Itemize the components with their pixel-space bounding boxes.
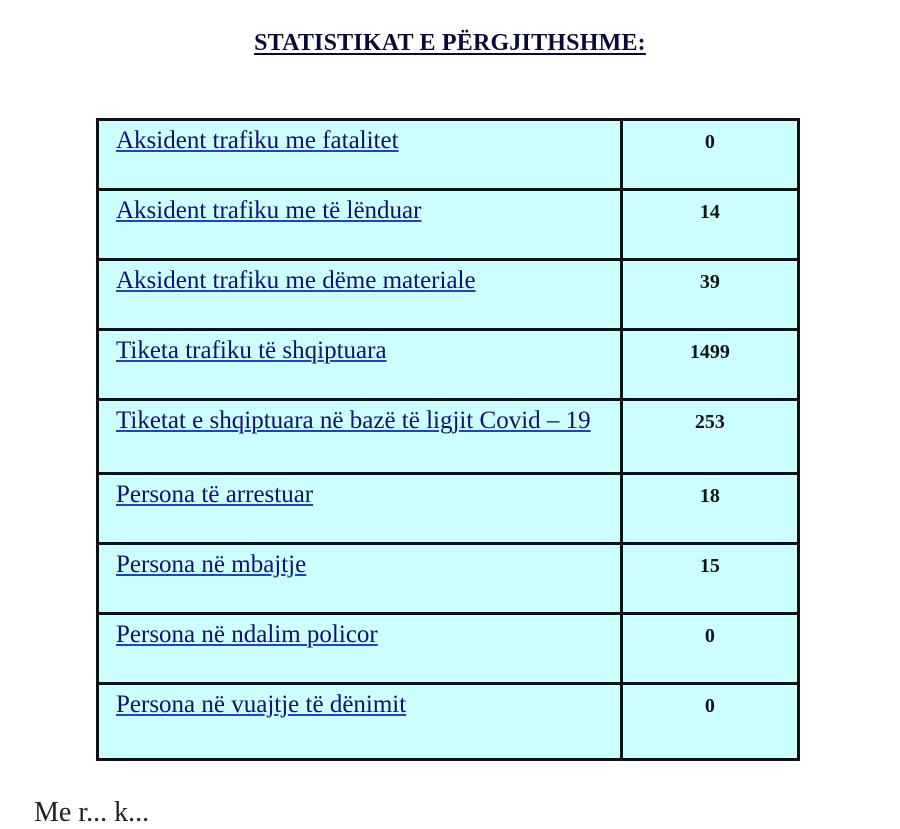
row-label-link[interactable]: Tiketat e shqiptuara në bazë të ligjit Covid – 19 — [116, 407, 591, 434]
row-label-cell — [98, 614, 622, 684]
row-label-link[interactable]: Persona në ndalim policor — [116, 621, 378, 648]
row-value: 0 — [704, 625, 715, 647]
page-title: STATISTIKAT E PËRGJITHSHME: — [254, 30, 646, 56]
row-label-link[interactable]: Aksident trafiku me dëme materiale — [116, 267, 476, 294]
table-row — [98, 474, 799, 544]
row-label-cell — [98, 474, 622, 544]
row-label-link[interactable]: Persona në mbajtje — [116, 551, 307, 578]
table-row — [98, 684, 799, 760]
statistics-table — [96, 118, 800, 761]
table-row — [98, 120, 799, 190]
table-row — [98, 190, 799, 260]
row-value-cell — [621, 260, 798, 330]
row-label-cell — [98, 684, 622, 760]
row-value-cell — [621, 190, 798, 260]
row-label-link[interactable]: Aksident trafiku me fatalitet — [116, 127, 399, 154]
row-value: 39 — [699, 271, 720, 293]
table-row — [98, 614, 799, 684]
row-value-cell — [621, 330, 798, 400]
row-label-link[interactable]: Persona të arrestuar — [116, 481, 314, 508]
table-row — [98, 330, 799, 400]
row-value-cell — [621, 120, 798, 190]
footer-text-fragment: Me r... k... — [34, 797, 150, 828]
row-value: 1499 — [689, 341, 730, 363]
row-value: 0 — [704, 131, 715, 153]
row-label-link[interactable]: Persona në vuajtje të dënimit — [116, 691, 407, 718]
row-value-cell — [621, 474, 798, 544]
table-row — [98, 260, 799, 330]
row-label-link[interactable]: Aksident trafiku me të lënduar — [116, 197, 422, 224]
row-label-cell — [98, 330, 622, 400]
row-label-cell — [98, 190, 622, 260]
row-value: 0 — [704, 695, 715, 717]
row-value: 18 — [699, 485, 720, 507]
row-label-link[interactable]: Tiketa trafiku të shqiptuara — [116, 337, 387, 364]
row-label-cell — [98, 544, 622, 614]
row-label-cell — [98, 260, 622, 330]
table-row — [98, 400, 799, 474]
row-value: 14 — [699, 201, 720, 223]
row-value-cell — [621, 684, 798, 760]
row-value: 253 — [694, 411, 725, 433]
row-label-cell — [98, 400, 622, 474]
row-value-cell — [621, 614, 798, 684]
row-value-cell — [621, 544, 798, 614]
row-label-cell — [98, 120, 622, 190]
table-row — [98, 544, 799, 614]
row-value-cell — [621, 400, 798, 474]
row-value: 15 — [699, 555, 720, 577]
